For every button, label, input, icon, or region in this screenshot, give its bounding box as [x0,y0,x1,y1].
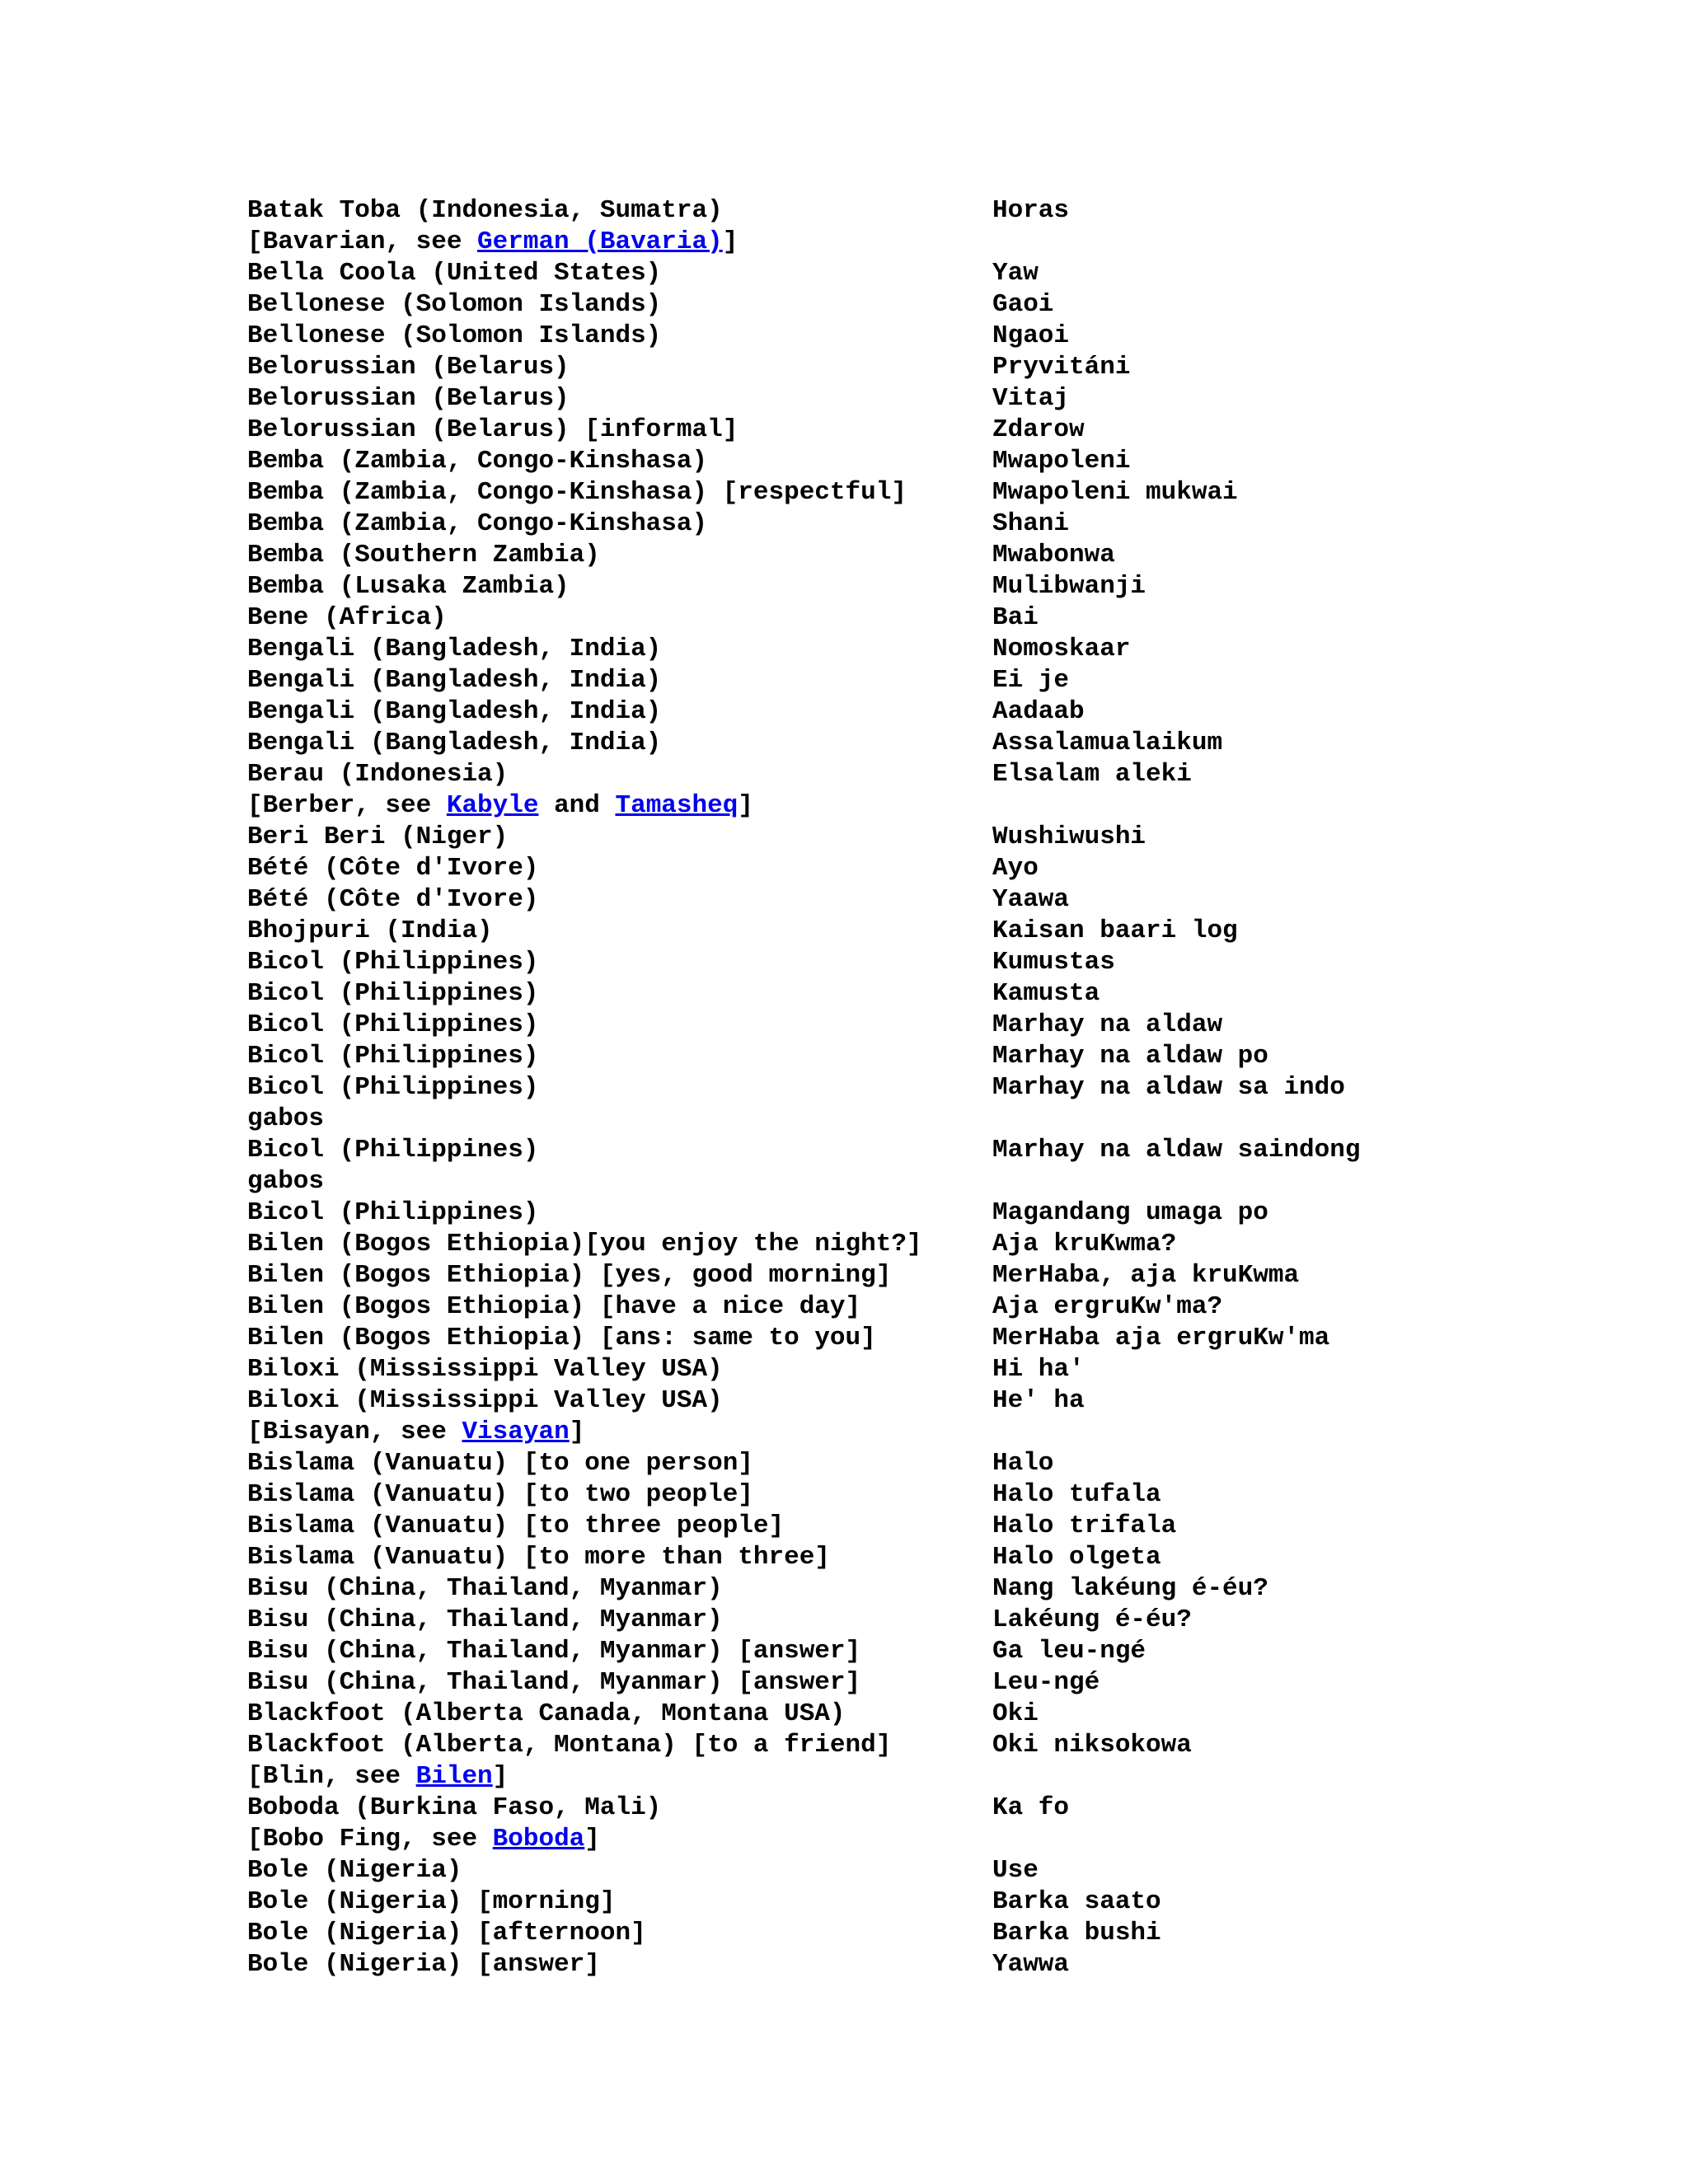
greeting-row [247,1041,1648,1072]
greeting-row [247,352,1648,383]
see-also-suffix: ] [722,227,738,256]
greeting-text: Nang lakéung é-éu? [992,1574,1268,1603]
language-name: Bhojpuri (India) [247,916,493,945]
language-name: Bicol (Philippines) [247,1073,539,1102]
greeting-text: Elsalam aleki [992,760,1192,789]
greeting-text: Mulibwanji [992,572,1146,601]
language-name: Bole (Nigeria) [answer] [247,1950,600,1979]
language-name: Bella Coola (United States) [247,259,662,288]
see-also-text [247,790,753,822]
greeting-row [247,884,1648,916]
wrapped-text: gabos [247,1167,325,1196]
greeting-text: Wushiwushi [992,823,1146,851]
language-name: Biloxi (Mississippi Valley USA) [247,1355,723,1384]
greeting-row [247,1793,1648,1824]
greeting-row [247,634,1648,665]
greeting-text: Aja kruKwma? [992,1230,1177,1258]
greeting-row [247,1323,1648,1354]
see-also-prefix: [Bobo Fing, see [247,1825,493,1854]
greeting-text: Marhay na aldaw [992,1010,1223,1039]
language-name: Bilen (Bogos Ethiopia)[you enjoy the night?] [247,1230,922,1258]
language-name: Bicol (Philippines) [247,1010,539,1039]
see-also-link[interactable]: Kabyle [446,791,539,820]
see-also-suffix: ] [584,1825,600,1854]
greeting-row [247,1542,1648,1573]
wrapped-text: gabos [247,1104,325,1133]
language-name: Blackfoot (Alberta Canada, Montana USA) [247,1699,846,1728]
greeting-row [247,540,1648,571]
greeting-text: Halo olgeta [992,1543,1161,1572]
greeting-row [247,916,1648,947]
greeting-text: Kamusta [992,979,1100,1008]
greeting-row [247,1605,1648,1636]
greeting-row [247,1354,1648,1385]
greeting-row [247,1072,1648,1104]
greeting-row [247,1260,1648,1291]
language-name: Bisu (China, Thailand, Myanmar) [247,1605,723,1634]
greeting-row [247,258,1648,289]
greeting-row [247,1511,1648,1542]
see-also-text [247,227,738,258]
greeting-text: Gaoi [992,290,1054,319]
language-name: Bicol (Philippines) [247,979,539,1008]
greeting-text: Lakéung é-éu? [992,1605,1192,1634]
greeting-row [247,1855,1648,1886]
language-name: Bengali (Bangladesh, India) [247,666,662,695]
language-name: Bété (Côte d'Ivore) [247,885,539,914]
greeting-row [247,383,1648,415]
greeting-text: Halo [992,1449,1054,1478]
see-also-suffix: ] [492,1762,509,1791]
see-also-row [247,227,1648,258]
language-name: Bemba (Southern Zambia) [247,541,600,569]
greeting-row [247,1448,1648,1479]
language-name: Bilen (Bogos Ethiopia) [have a nice day] [247,1292,861,1321]
greeting-text: Mwapoleni mukwai [992,478,1238,507]
greeting-row [247,477,1648,509]
language-name: Bellonese (Solomon Islands) [247,290,662,319]
language-name: Bisu (China, Thailand, Myanmar) [answer] [247,1637,861,1666]
greeting-text: Barka bushi [992,1919,1161,1947]
greeting-text: Oki niksokowa [992,1731,1192,1760]
greeting-text: Halo tufala [992,1480,1161,1509]
see-also-suffix: ] [738,791,753,820]
greeting-row [247,696,1648,728]
language-name: Bislama (Vanuatu) [to one person] [247,1449,753,1478]
see-also-link[interactable]: Visayan [462,1418,570,1446]
greeting-text: He' ha [992,1386,1085,1415]
language-name: Bengali (Bangladesh, India) [247,729,662,757]
see-also-row [247,790,1648,822]
greeting-row [247,1636,1648,1667]
greeting-text: Mwapoleni [992,447,1131,476]
greeting-text: Kaisan baari log [992,916,1238,945]
greeting-row [247,415,1648,446]
language-name: Bislama (Vanuatu) [to two people] [247,1480,753,1509]
language-name: Bellonese (Solomon Islands) [247,321,662,350]
see-also-prefix: [Bavarian, see [247,227,478,256]
language-name: Boboda (Burkina Faso, Mali) [247,1793,662,1822]
wrapped-line [247,1166,1648,1197]
greeting-text: Assalamualaikum [992,729,1223,757]
greeting-text: Yaw [992,259,1039,288]
greeting-row [247,1886,1648,1918]
greeting-row [247,195,1648,227]
language-name: Berau (Indonesia) [247,760,509,789]
greeting-text: Kumustas [992,948,1115,977]
see-also-prefix: [Bisayan, see [247,1418,462,1446]
language-name: Biloxi (Mississippi Valley USA) [247,1386,723,1415]
greeting-row [247,1010,1648,1041]
language-name: Bengali (Bangladesh, India) [247,635,662,663]
greeting-row [247,947,1648,978]
see-also-prefix: [Blin, see [247,1762,416,1791]
greeting-text: Halo trifala [992,1511,1177,1540]
language-name: Bicol (Philippines) [247,1042,539,1071]
greeting-row [247,978,1648,1010]
language-name: Bisu (China, Thailand, Myanmar) [247,1574,723,1603]
see-also-text [247,1761,508,1793]
language-name: Bicol (Philippines) [247,1198,539,1227]
greeting-row [247,1573,1648,1605]
greeting-text: Ka fo [992,1793,1070,1822]
greeting-row [247,1667,1648,1699]
greeting-text: Ngaoi [992,321,1070,350]
greeting-text: Nomoskaar [992,635,1131,663]
greeting-row [247,1918,1648,1949]
greeting-row [247,509,1648,540]
language-name: Bilen (Bogos Ethiopia) [ans: same to you] [247,1324,876,1352]
see-also-row [247,1761,1648,1793]
greeting-text: Bai [992,603,1039,632]
greeting-text: Ei je [992,666,1070,695]
greeting-text: Pryvitáni [992,353,1131,382]
language-name: Beri Beri (Niger) [247,823,509,851]
greeting-text: Vitaj [992,384,1070,413]
greeting-row [247,759,1648,790]
language-name: Batak Toba (Indonesia, Sumatra) [247,196,723,225]
greeting-text: Marhay na aldaw sa indo [992,1073,1345,1102]
greeting-row [247,446,1648,477]
greeting-text: Marhay na aldaw po [992,1042,1268,1071]
see-also-joiner: and [538,791,616,820]
greeting-row [247,571,1648,602]
greeting-text: Magandang umaga po [992,1198,1268,1227]
language-name: Bene (Africa) [247,603,447,632]
see-also-text [247,1417,584,1448]
language-name: Bisu (China, Thailand, Myanmar) [answer] [247,1668,861,1697]
see-also-link[interactable]: German (Bavaria) [477,227,723,256]
language-name: Bicol (Philippines) [247,1136,539,1165]
greetings-list [247,195,1648,1980]
language-name: Bété (Côte d'Ivore) [247,854,539,883]
greeting-text: Zdarow [992,415,1085,444]
greeting-text: Oki [992,1699,1039,1728]
greeting-row [247,1135,1648,1166]
wrapped-line [247,1104,1648,1135]
see-also-suffix: ] [569,1418,585,1446]
greeting-text: Ga leu-ngé [992,1637,1146,1666]
language-name: Bole (Nigeria) [morning] [247,1887,616,1916]
language-name: Bislama (Vanuatu) [to more than three] [247,1543,830,1572]
greeting-row [247,665,1648,696]
language-name: Belorussian (Belarus) [247,353,570,382]
language-name: Bemba (Zambia, Congo-Kinshasa) [247,509,708,538]
greeting-row [247,853,1648,884]
greeting-text: Yawwa [992,1950,1070,1979]
greeting-row [247,321,1648,352]
greeting-row [247,1699,1648,1730]
greeting-text: Hi ha' [992,1355,1085,1384]
see-also-row [247,1824,1648,1855]
language-name: Bemba (Lusaka Zambia) [247,572,570,601]
language-name: Bole (Nigeria) [247,1856,462,1885]
see-also-text [247,1824,600,1855]
greeting-text: Shani [992,509,1070,538]
greeting-text: Leu-ngé [992,1668,1100,1697]
greeting-text: Use [992,1856,1039,1885]
greeting-row [247,1385,1648,1417]
language-name: Bislama (Vanuatu) [to three people] [247,1511,785,1540]
language-name: Blackfoot (Alberta, Montana) [to a friend] [247,1731,892,1760]
greeting-text: MerHaba, aja kruKwma [992,1261,1300,1290]
greeting-row [247,728,1648,759]
greeting-row [247,1949,1648,1980]
greeting-row [247,1730,1648,1761]
see-also-link[interactable]: Bilen [415,1762,493,1791]
greeting-row [247,822,1648,853]
greeting-text: Ayo [992,854,1039,883]
greeting-text: Aja ergruKw'ma? [992,1292,1223,1321]
greeting-text: Mwabonwa [992,541,1115,569]
greeting-text: Aadaab [992,697,1085,726]
see-also-prefix: [Berber, see [247,791,447,820]
see-also-link[interactable]: Boboda [492,1825,585,1854]
language-name: Belorussian (Belarus) [informal] [247,415,738,444]
greeting-row [247,1291,1648,1323]
language-name: Bemba (Zambia, Congo-Kinshasa) [247,447,708,476]
language-name: Belorussian (Belarus) [247,384,570,413]
language-name: Bengali (Bangladesh, India) [247,697,662,726]
greeting-row [247,1229,1648,1260]
greeting-text: Horas [992,196,1070,225]
see-also-row [247,1417,1648,1448]
greeting-row [247,602,1648,634]
greeting-row [247,1197,1648,1229]
greeting-text: Yaawa [992,885,1070,914]
greeting-text: Barka saato [992,1887,1161,1916]
language-name: Bicol (Philippines) [247,948,539,977]
greeting-row [247,1479,1648,1511]
greeting-text: Marhay na aldaw saindong [992,1136,1361,1165]
greeting-text: MerHaba aja ergruKw'ma [992,1324,1330,1352]
greeting-row [247,289,1648,321]
language-name: Bole (Nigeria) [afternoon] [247,1919,646,1947]
see-also-link[interactable]: Tamasheq [615,791,738,820]
language-name: Bemba (Zambia, Congo-Kinshasa) [respectful] [247,478,907,507]
language-name: Bilen (Bogos Ethiopia) [yes, good morning] [247,1261,892,1290]
